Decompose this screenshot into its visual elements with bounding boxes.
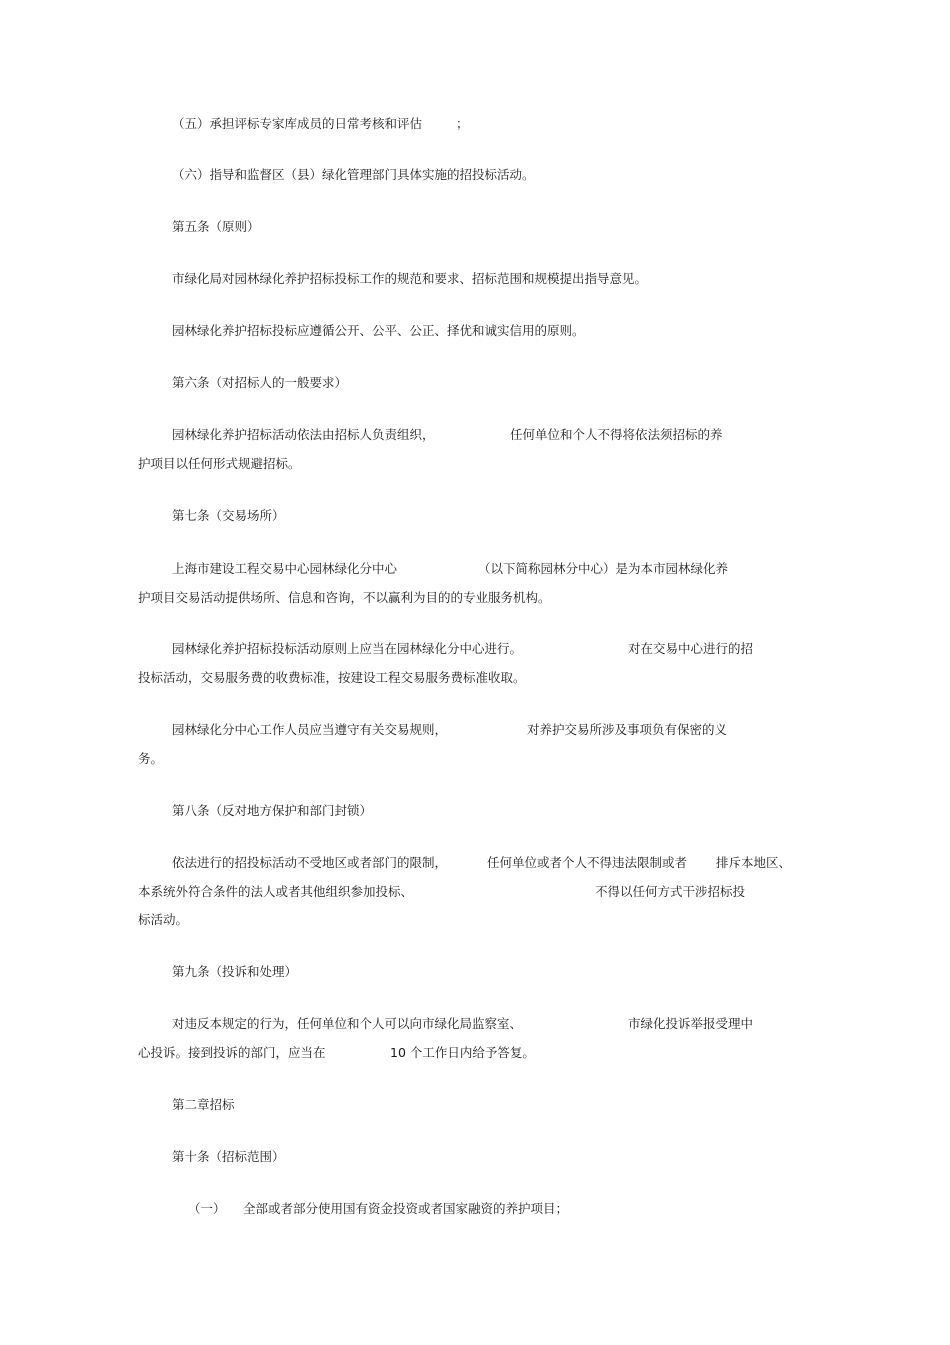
paragraph-line: 园林绿化分中心工作人员应当遵守有关交易规则， bbox=[172, 722, 448, 737]
paragraph-line: 园林绿化养护招标活动依法由招标人负责组织， bbox=[172, 427, 435, 442]
article-heading-7: 第七条（交易场所） bbox=[172, 508, 285, 523]
paragraph-line: 标活动。 bbox=[138, 912, 189, 927]
paragraph-line: 排斥本地区、 bbox=[716, 855, 792, 870]
paragraph-line: 护项目以任何形式规避招标。 bbox=[138, 456, 301, 471]
list-item-5: （五）承担评标专家库成员的日常考核和评估 bbox=[172, 116, 423, 131]
paragraph-line: 依法进行的招投标活动不受地区或者部门的限制， bbox=[172, 855, 448, 870]
paragraph: 园林绿化养护招标投标应遵循公开、公平、公正、择优和诚实信用的原则。 bbox=[172, 323, 585, 338]
article-heading-8: 第八条（反对地方保护和部门封锁） bbox=[172, 803, 373, 818]
paragraph-line: 对违反本规定的行为，任何单位和个人可以向市绿化局监察室、 bbox=[172, 1016, 523, 1031]
paragraph-line: 投标活动，交易服务费的收费标准，按建设工程交易服务费标准收取。 bbox=[138, 670, 526, 685]
article-heading-9: 第九条（投诉和处理） bbox=[172, 964, 298, 979]
list-item-5-punct: ； bbox=[456, 116, 469, 131]
paragraph-line: 对养护交易所涉及事项负有保密的义 bbox=[527, 722, 728, 737]
paragraph-line: 务。 bbox=[138, 751, 164, 766]
paragraph-line: 上海市建设工程交易中心园林绿化分中心 bbox=[172, 561, 398, 576]
article-heading-6: 第六条（对招标人的一般要求） bbox=[172, 375, 348, 390]
list-item-1: 全部或者部分使用国有资金投资或者国家融资的养护项目； bbox=[243, 1201, 569, 1216]
paragraph-line: 任何单位或者个人不得违法限制或者 bbox=[487, 855, 688, 870]
paragraph-line: 任何单位和个人不得将依法须招标的养 bbox=[510, 427, 723, 442]
article-heading-10: 第十条（招标范围） bbox=[172, 1149, 285, 1164]
paragraph-line: 园林绿化养护招标投标活动原则上应当在园林绿化分中心进行。 bbox=[172, 641, 523, 656]
paragraph-line: 10 个工作日内给予答复。 bbox=[390, 1045, 535, 1060]
paragraph-line: （以下简称园林分中心）是为本市园林绿化养 bbox=[478, 561, 729, 576]
paragraph-line: 护项目交易活动提供场所、信息和咨询，不以赢利为目的的专业服务机构。 bbox=[138, 590, 551, 605]
paragraph-line: 心投诉。接到投诉的部门，应当在 bbox=[138, 1045, 326, 1060]
list-item-1-marker: （一） bbox=[188, 1201, 226, 1216]
list-item-6: （六）指导和监督区（县）绿化管理部门具体实施的招投标活动。 bbox=[172, 167, 535, 182]
paragraph-line: 不得以任何方式干涉招标投 bbox=[595, 884, 746, 899]
paragraph-line: 市绿化投诉举报受理中 bbox=[628, 1016, 754, 1031]
article-heading-5: 第五条（原则） bbox=[172, 219, 260, 234]
paragraph: 市绿化局对园林绿化养护招标投标工作的规范和要求、招标范围和规模提出指导意见。 bbox=[172, 271, 648, 286]
paragraph-line: 本系统外符合条件的法人或者其他组织参加投标、 bbox=[138, 884, 414, 899]
chapter-heading-2: 第二章招标 bbox=[172, 1097, 235, 1112]
paragraph-line: 对在交易中心进行的招 bbox=[628, 641, 754, 656]
